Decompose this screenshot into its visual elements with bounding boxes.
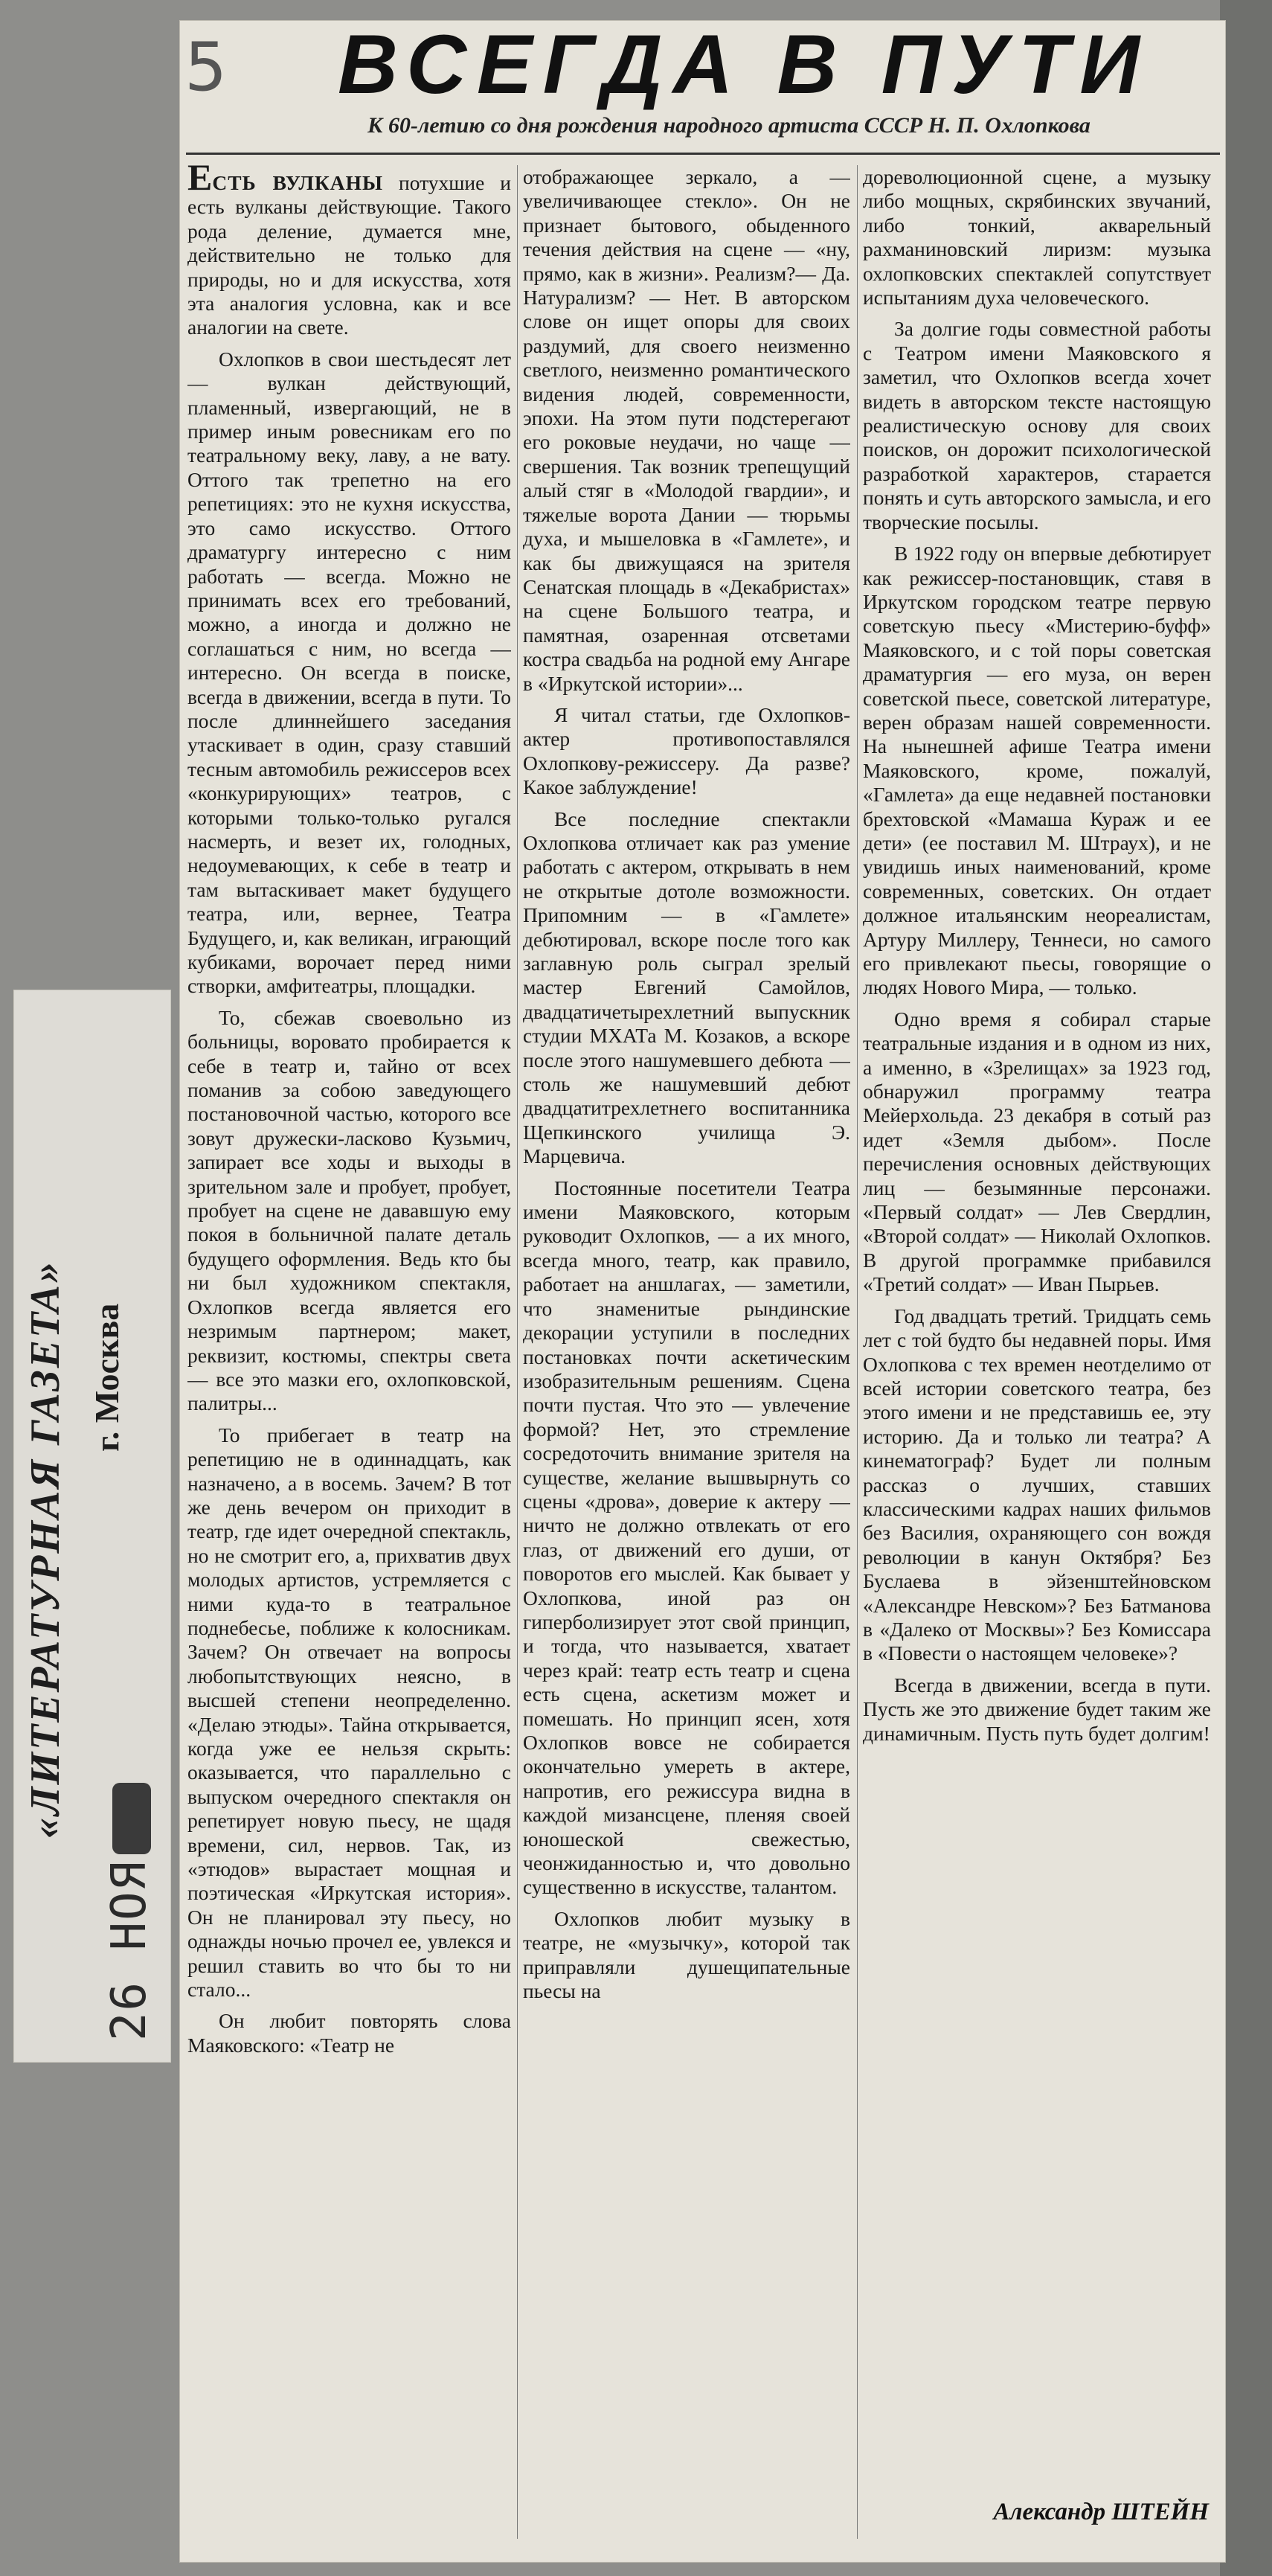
article-paragraph: Постоянные посетители Театра имени Маяковского, которым руководит Охлопков, — а их много, всегда много, театр, как правило, работает на аншлагах, — заметили, что знаменитые рындинские декорации уступили в последних постановках почти аскетическим изобразительным решениям. Сцена почти пустая. Что это — увлечение формой? Нет, это стремление сосредоточить внимание зрителя на существе, желание вышвырнуть со сцены «дрова», доверие к актеру — ничто не должно отвлекать от его глаз, от движений его души, от поворотов его мыслей. Как бывает у Охлопкова, иной раз он гиперболизирует этот свой принцип, и тогда, что называется, хватает через край: театр есть театр и сцена есть сцена, аскетизм может и помешать. Но принцип ясен, хотя Охлопков вовсе не собирается окончательно умереть в актере, напротив, его режиссура видна в каждой мизансцене, пленяя своей юношеской свежестью, чеонжиданностью и, что довольно существенно в искусстве, талантом. [523,1176,850,1899]
column-divider [517,165,518,2539]
article-paragraph: Все последние спектакли Охлопкова отличает как раз умение работать с актером, открывать в нем не открытые дотоле возможности. Припомним — в «Гамлете» дебютировал, вскоре после того как заглавную роль сыграл зрелый мастер Евгений Самойлов, двадцатичетырехлетний выпускник студии МХАТа М. Козаков, а вскоре после этого нашумевшего дебюта — столь же нашумевший дебют двадцатитрехлетнего воспитанника Щепкинского училища Э. Марцевича. [523,807,850,1168]
article-paragraph: Одно время я собирал старые театральные издания и в одном из них, а именно, в «Зрелищах» за 1923 год, обнаружил программу театра Мейерхольда. 23 декабря в сотый раз идет «Земля дыбом». После перечисления основных действующих лиц — безымянные персонажи. «Первый солдат» — Лев Свердлин, «Второй солдат» — Николай Охлопков. В другой программке прибавился «Третий солдат» — Иван Пырьев. [863,1007,1211,1296]
article-paragraph: дореволюционной сцене, а музыку либо мощных, скрябинских звучаний, либо тонкий, акварельный рахманиновский лиризм: музыка охлопковских спектаклей сопутствует испытаниям духа человеческого. [863,165,1211,310]
ink-blot-icon [112,1783,151,1854]
article-paragraph: Я читал статьи, где Охлопков-актер противопоставлялся Охлопкову-режиссеру. Да разве? Какое заблуждение! [523,702,850,799]
article-opener: СТЬ ВУЛКАНЫ [212,171,384,194]
article-paragraph: Охлопков любит музыку в театре, не «музычку», которой так приправляли душещипательные пьесы на [523,1906,850,2003]
paragraph-text: потухшие и есть вулканы действующие. Такого рода деление, думается мне, действительно не только для природы, но и для искусства, хотя эта аналогия условна, как и все аналогии на свете. [187,171,511,339]
author-signature: Александр ШТЕЙН [993,2499,1209,2525]
date-stamp [102,1783,157,2041]
article-paragraph: Он любит повторять слова Маяковского: «Театр не [187,2009,511,2057]
newspaper-name: «ЛИТЕРАТУРНАЯ ГАЗЕТА» [22,1259,68,1839]
article-paragraph: В 1922 году он впервые дебютирует как режиссер-постановщик, ставя в Иркутском городском театре первую советскую пьесу «Мистерию-буфф» Маяковского, и с той поры советская драматургия — его муза, он верен советской пьесе, советской литературе, верен образам нашей современности. На нынешней афише Театра имени Маяковского, кроме, пожалуй, «Гамлета» да еще недавней постановки брехтовской «Мамаша Кураж и ее дети» (ее поставил М. Штраух), и не увидишь иных наименований, кроме современных, советских. Он отдает должное итальянским неореалистам, Артуру Миллеру, Теннеси, но самого его привлекают пьесы, говорящие о людях Нового Мира, — только. [863,542,1211,999]
newspaper-city: г. Москва [88,1303,126,1452]
article-column-3 [863,165,1211,2539]
handwritten-page-number: 5 [184,28,228,106]
article-paragraph: За долгие годы совместной работы с Театром имени Маяковского я заметил, что Охлопков всегда хочет видеть в авторском тексте настоящую реалистическую основу для своих поисков, он дорожит психологической разработкой характеров, старается понять и суть авторского замысла, и его творческие посылы. [863,317,1211,534]
article-column-2 [523,165,850,2539]
drop-cap: Е [187,165,213,198]
article-paragraph: Год двадцать третий. Тридцать семь лет с той будто бы недавней поры. Имя Охлопкова с тех времен неотделимо от всей истории советского театра, без этого имени и не представишь ее, эту историю. Да и только ли театра? А кинематограф? Будет ли полным рассказ о лучших, ставших классическими кадрах наших фильмов без Василия, охраняющего сон вождя революции в канун Октября? Без Буслаева в эйзенштейновском «Александре Невском»? Без Батманова в «Далеко от Москвы»? Без Комиссара в «Повести о настоящем человеке»? [863,1304,1211,1665]
article-subheadline: К 60-летию со дня рождения народного артиста СССР Н. П. Охлопкова [367,113,1090,138]
article-paragraph: То, сбежав своевольно из больницы, воровато пробирается к себе в театр и, тайно от всех поманив за собою заведующего постановочной частью, которого все зовут дружески-ласково Кузьмич, запирает все ходы и выходы в зрительном зале и пробует, пробует, пробует на сцене не дававшую ему покоя в больничной палате деталь будущего оформления. Ведь кто бы ни был художником спектакля, Охлопков всегда является его незримым партнером; макет, реквизит, костюмы, спектры света — все это мазки его, охлопковской, палитры... [187,1005,511,1415]
article-paragraph: Охлопков в свои шестьдесят лет — вулкан действующий, пламенный, извергающий, не в пример иным ровесникам его по театральному веку, лаву, а не вату. Оттого так трепетно на его репетициях: это не кухня искусства, это само искусство. Оттого драматургу интересно с ним работать — всегда. Можно не принимать всех его требований, можно, а иногда и должно не соглашаться с ним, но всегда — интересно. Он всегда в поиске, всегда в движении, всегда в пути. То после длиннейшего заседания утаскивает в один, сразу ставший тесным автомобиль режиссеров всех «конкурирующих» театров, с которыми только-только ругался насмерть, и везет их, голодных, недоумевающих, к себе в театр и там вытаскивает макет будущего театра, или, вернее, Театра Будущего, и, как великан, играющий кубиками, ворочает перед ними створки, амфитеатры, площадки. [187,347,511,998]
column-divider [857,165,858,2539]
headline-rule [186,153,1220,155]
date-stamp-text: 26 НОЯ [102,1859,157,2041]
stamp-rotated-block [14,990,170,2062]
newspaper-stamp-card [13,990,171,2063]
scan-background-strip [1220,0,1272,2576]
article-column-1 [187,165,511,2539]
article-paragraph: отображающее зеркало, а — увеличивающее стекло». Он не признает бытового, обыденного течения действия на сцене — «ну, прямо, как в жизни». Реализм?— Да. Натурализм? — Нет. В авторском слове он ищет опоры для своих раздумий, для своего неизменно светлого, неизменно романтического видения людей, современности, эпохи. На этом пути подстерегают его роковые неудачи, но чаще — свершения. Так возник трепещущий алый стяг в «Молодой гвардии», и тяжелые ворота Дании — тюрьмы духа, и мышеловка в «Гамлете», и как бы движущаяся на зрителя Сенатская площадь в «Декабристах» на сцене Большого театра, и памятная, озаренная отсветами костра свадьба на родной ему Ангаре в «Иркутской истории»... [523,165,850,695]
article-paragraph: Всегда в движении, всегда в пути. Пусть же это движение будет таким же динамичным. Пусть путь будет долгим! [863,1673,1211,1745]
article-headline: ВСЕГДА В ПУТИ [338,18,1150,111]
article-paragraph [187,165,511,340]
article-paragraph: То прибегает в театр на репетицию не в одиннадцать, как назначено, а в восемь. Зачем? В тот же день вечером он приходит в театр, где идет очередной спектакль, но не смотрит его, а, прихватив двух молодых артистов, устремляется с ними куда-то в театральное поднебесье, поближе к колосникам. Зачем? Он отвечает на вопросы любопытствующих неясно, в высшей степени неопределенно. «Делаю этюды». Тайна открывается, когда уже ее нельзя скрыть: оказывается, что параллельно с выпуском очередного спектакля он репетирует новую пьесу, не щадя времени, сил, нервов. Так, из «этюдов» вырастает мощная и поэтическая «Иркутская история». Он не планировал эту пьесу, но однажды ночью прочел ее, увлекся и решил ставить во что бы то ни стало... [187,1423,511,2002]
